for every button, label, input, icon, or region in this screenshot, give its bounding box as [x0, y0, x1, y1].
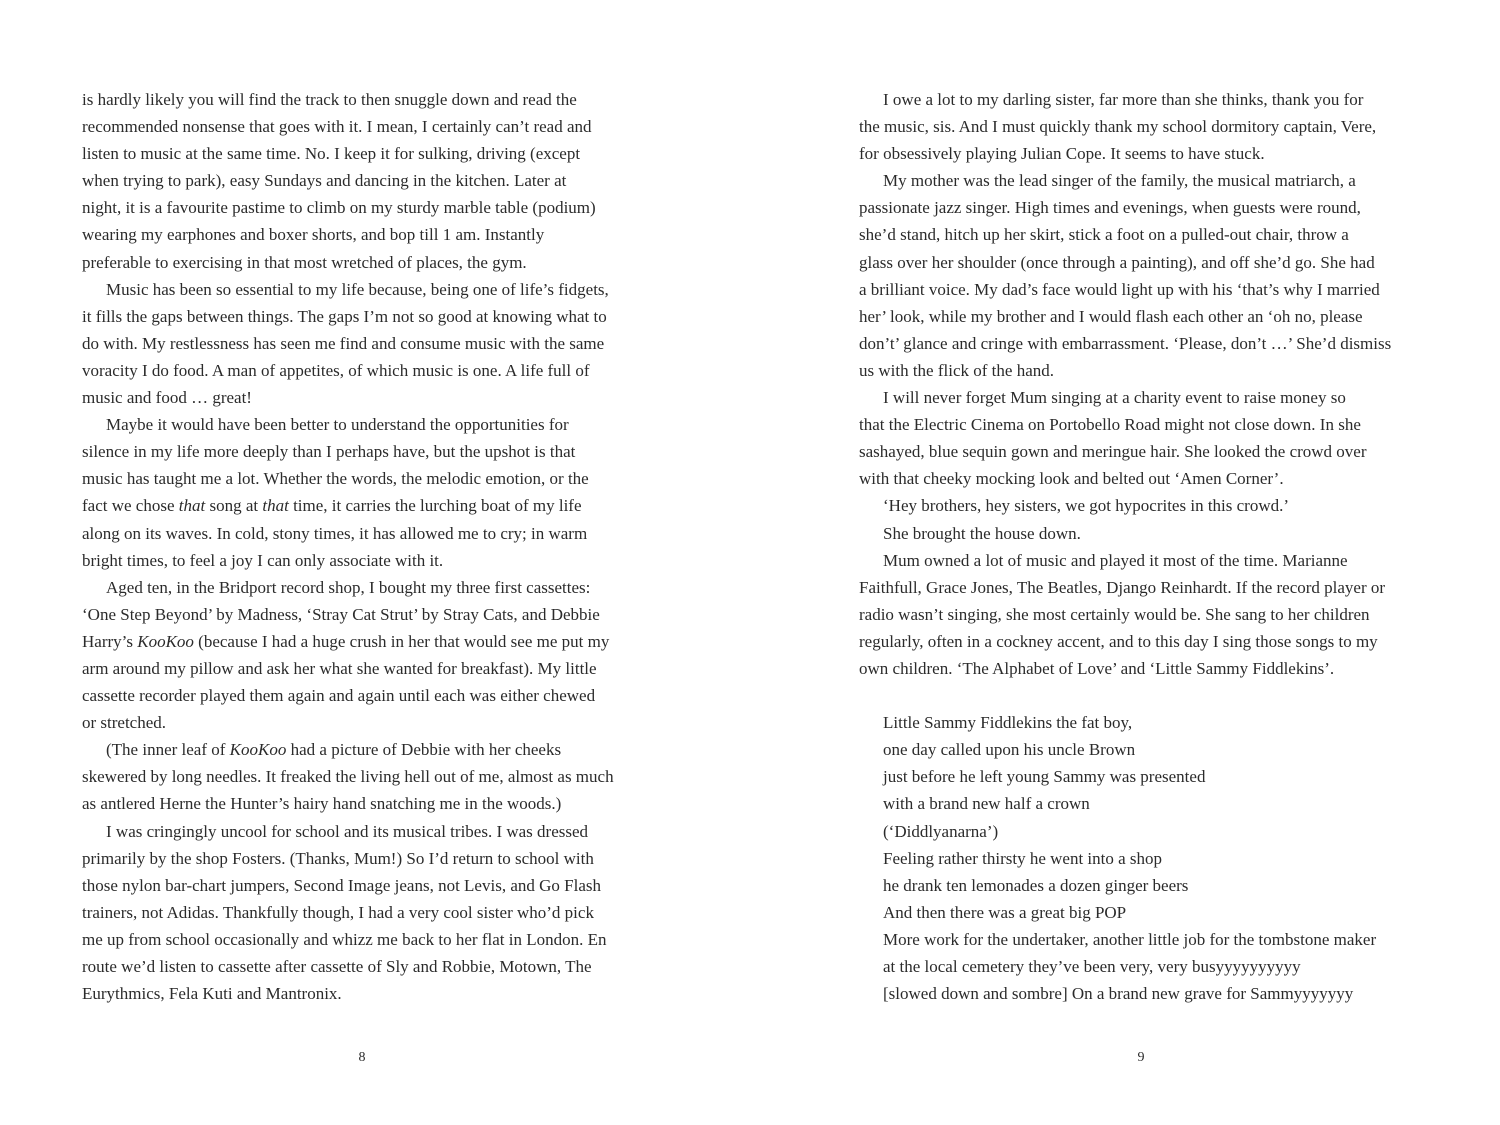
text-line: me up from school occasionally and whizz me back to her flat in London. En — [82, 929, 607, 949]
italic-text: that — [178, 496, 206, 516]
text-line: night, it is a favourite pastime to climb on my sturdy marble table (podium) — [82, 198, 596, 218]
text-run: had a picture of Debbie with her cheeks — [286, 740, 562, 760]
text-line: Aged ten, in the Bridport record shop, I bought my three first cassettes: — [106, 577, 591, 597]
text-line: she’d stand, hitch up her skirt, stick a foot on a pulled-out chair, throw a — [859, 225, 1349, 245]
text-line: skewered by long needles. It freaked the living hell out of me, almost as much — [82, 767, 614, 787]
text-line: recommended nonsense that goes with it. I mean, I certainly can’t read and — [82, 117, 592, 137]
right-page-text — [859, 86, 1429, 1007]
text-line: music and food … great! — [82, 388, 252, 408]
text-line: listen to music at the same time. No. I keep it for sulking, driving (except — [82, 144, 581, 164]
text-line: primarily by the shop Fosters. (Thanks, Mum!) So I’d return to school with — [82, 848, 594, 868]
verse-line: [slowed down and sombre] On a brand new grave for Sammyyyyyyy — [883, 984, 1354, 1004]
text-line: music has taught me a lot. Whether the words, the melodic emotion, or the — [82, 469, 589, 489]
text-line: with that cheeky mocking look and belted out ‘Amen Corner’. — [859, 469, 1284, 489]
text-line: voracity I do food. A man of appetites, of which music is one. A life full of — [82, 360, 590, 380]
left-page-text — [82, 86, 654, 1007]
verse-line: And then there was a great big POP — [883, 902, 1127, 922]
text-line: ‘One Step Beyond’ by Madness, ‘Stray Cat Strut’ by Stray Cats, and Debbie — [82, 604, 600, 624]
text-line: arm around my pillow and ask her what she wanted for breakfast). My little — [82, 658, 597, 678]
verse-line: Little Sammy Fiddlekins the fat boy, — [883, 713, 1133, 733]
verse-line: he drank ten lemonades a dozen ginger beers — [883, 875, 1189, 895]
text-line: along on its waves. In cold, stony times, it has allowed me to cry; in warm — [82, 523, 588, 543]
text-run: Harry’s — [82, 631, 138, 651]
text-run: song at — [205, 496, 263, 516]
text-line: a brilliant voice. My dad’s face would light up with his ‘that’s why I married — [859, 279, 1380, 299]
text-line: sashayed, blue sequin gown and meringue hair. She looked the crowd over — [859, 442, 1367, 462]
text-line: Mum owned a lot of music and played it most of the time. Marianne — [883, 550, 1348, 570]
text-line: cassette recorder played them again and again until each was either chewed — [82, 686, 596, 706]
text-line: preferable to exercising in that most wretched of places, the gym. — [82, 252, 527, 272]
text-line: route we’d listen to cassette after cassette of Sly and Robbie, Motown, The — [82, 957, 592, 976]
text-line: regularly, often in a cockney accent, and to this day I sing those songs to my — [859, 631, 1378, 651]
text-line: trainers, not Adidas. Thankfully though, I had a very cool sister who’d pick — [82, 902, 594, 922]
text-line: as antlered Herne the Hunter’s hairy hand snatching me in the woods.) — [82, 794, 562, 814]
text-line: Faithfull, Grace Jones, The Beatles, Django Reinhardt. If the record player or — [859, 577, 1386, 597]
italic-text: KooKoo — [137, 631, 194, 651]
text-line: or stretched. — [82, 713, 167, 733]
verse-line: one day called upon his uncle Brown — [883, 740, 1136, 760]
text-line: the music, sis. And I must quickly thank my school dormitory captain, Vere, — [859, 117, 1377, 137]
text-line: I owe a lot to my darling sister, far more than she thinks, thank you for — [883, 90, 1364, 109]
text-line: own children. ‘The Alphabet of Love’ and ‘Little Sammy Fiddlekins’. — [859, 658, 1335, 678]
verse-line: with a brand new half a crown — [883, 794, 1090, 814]
text-run: (The inner leaf of — [106, 740, 230, 760]
text-line: is hardly likely you will find the track to then snuggle down and read the — [82, 90, 577, 109]
text-line: those nylon bar-chart jumpers, Second Image jeans, not Levis, and Go Flash — [82, 875, 601, 895]
text-run: (because I had a huge crush in her that would see me put my — [193, 631, 610, 651]
text-line: bright times, to feel a joy I can only associate with it. — [82, 550, 444, 570]
left-page-number: 8 — [358, 1050, 366, 1065]
verse-line: just before he left young Sammy was presented — [883, 767, 1206, 787]
text-line — [82, 492, 654, 519]
text-line: do with. My restlessness has seen me find and consume music with the same — [82, 333, 605, 353]
text-line — [82, 628, 654, 655]
verse-line: Feeling rather thirsty he went into a shop — [883, 848, 1163, 868]
text-line: when trying to park), easy Sundays and dancing in the kitchen. Later at — [82, 171, 567, 191]
text-line: She brought the house down. — [883, 523, 1081, 543]
verse-line: More work for the undertaker, another little job for the tombstone maker — [883, 929, 1377, 949]
text-line: radio wasn’t singing, she most certainly would be. She sang to her children — [859, 604, 1370, 624]
text-line: I will never forget Mum singing at a charity event to raise money so — [883, 388, 1346, 408]
text-line: I was cringingly uncool for school and its musical tribes. I was dressed — [106, 821, 589, 841]
verse-line: (‘Diddlyanarna’) — [883, 821, 999, 841]
text-line: her’ look, while my brother and I would flash each other an ‘oh no, please — [859, 306, 1363, 326]
text-line: that the Electric Cinema on Portobello Road might not close down. In she — [859, 415, 1361, 435]
text-line: Eurythmics, Fela Kuti and Mantronix. — [82, 984, 342, 1004]
text-line: silence in my life more deeply than I perhaps have, but the upshot is that — [82, 442, 576, 462]
blank-line — [859, 682, 1429, 709]
text-line: don’t’ glance and cringe with embarrassment. ‘Please, don’t …’ She’d dismiss — [859, 333, 1392, 353]
right-page-number: 9 — [1137, 1050, 1145, 1065]
text-line: Maybe it would have been better to understand the opportunities for — [106, 415, 569, 435]
text-line: for obsessively playing Julian Cope. It seems to have stuck. — [859, 144, 1265, 164]
text-line: glass over her shoulder (once through a painting), and off she’d go. She had — [859, 252, 1375, 272]
text-line: Music has been so essential to my life because, being one of life’s fidgets, — [106, 279, 609, 299]
verse-line: at the local cemetery they’ve been very, very busyyyyyyyyyy — [883, 957, 1301, 976]
text-line: passionate jazz singer. High times and evenings, when guests were round, — [859, 198, 1361, 218]
text-line: it fills the gaps between things. The gaps I’m not so good at knowing what to — [82, 306, 607, 326]
italic-text: KooKoo — [229, 740, 287, 760]
italic-text: that — [262, 496, 289, 516]
text-line: My mother was the lead singer of the family, the musical matriarch, a — [883, 171, 1356, 191]
text-line: wearing my earphones and boxer shorts, and bop till 1 am. Instantly — [82, 225, 545, 245]
text-line — [82, 736, 654, 763]
text-line: ‘Hey brothers, hey sisters, we got hypocrites in this crowd.’ — [883, 496, 1290, 516]
text-line: us with the flick of the hand. — [859, 360, 1054, 380]
text-run: fact we chose — [82, 496, 179, 516]
text-run: time, it carries the lurching boat of my life — [288, 496, 582, 516]
